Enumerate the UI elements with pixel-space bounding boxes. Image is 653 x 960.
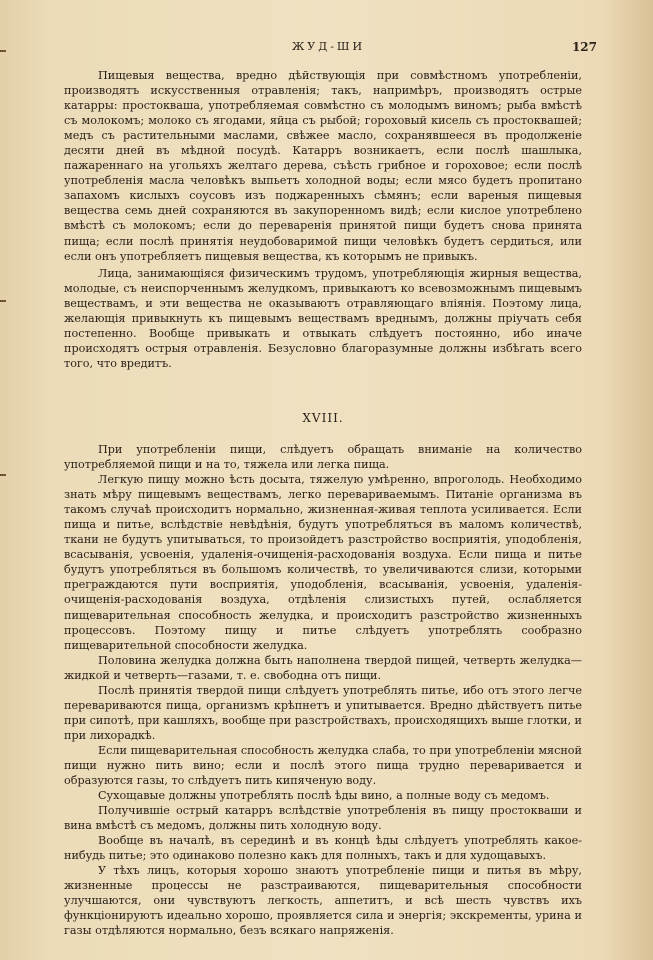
paragraph: Половина желудка должна быть наполнена твердой пищей, четверть желудка—жидкой и четверть—газами, т. е. свободна отъ пищи. xyxy=(64,653,582,682)
body-text xyxy=(64,68,582,939)
running-title: ЖУД-ШИ xyxy=(291,40,366,53)
paragraph: Получившіе острый катарръ вслѣдствіе употребленія въ пищу простокваши и вина вмѣстѣ съ медомъ, должны пить холодную воду. xyxy=(64,804,582,833)
page-number: 127 xyxy=(571,40,597,54)
paragraph: Если пищеварительная способность желудка слаба, то при употребленіи мясной пищи нужно пить вино; если и послѣ этого пища трудно переваривается и образуются газы, то слѣдуетъ пить кипяченую воду. xyxy=(64,743,582,788)
page-header xyxy=(60,40,597,62)
paragraph: Пищевыя вещества, вредно дѣйствующія при совмѣстномъ употребленіи, производятъ искусственныя отравленія; такъ, напримѣръ, производятъ острые катарры: простокваша, употребляемая совмѣстно съ молодымъ виномъ; рыба вмѣстѣ съ молокомъ; молоко съ ягодами, яйца съ рыбой; гороховый кисель съ простоквашей; медъ съ растительными маслами, свѣжее масло, сохранявшееся въ продолженіе десяти дней въ мѣдной посудѣ. Катарръ возникаетъ, если послѣ шашлыка, пажареннаго на угольяхъ желтаго дерева, съѣсть грибное и гороховое; если послѣ употребленія масла человѣкъ выпьетъ холодной воды; если мясо будетъ пропитано запахомъ кислыхъ соусовъ изъ поджаренныхъ сѣмянъ; если вареныя пищевыя вещества семь дней сохраняются въ закупоренномъ видѣ; если кислое употреблено вмѣстѣ съ молокомъ; если до переваренія принятой пищи будетъ снова принята пища; если послѣ принятія неудобоваримой пищи человѣкъ будетъ сердиться, или если онъ употребляетъ пищевыя вещества, къ которымъ не привыкъ. xyxy=(64,69,582,263)
margin-mark xyxy=(0,300,6,302)
paragraph: У тѣхъ лицъ, которыя хорошо знаютъ употребленіе пищи и питья въ мѣру, жизненные процессы не разстраиваются, пищеварительныя способности улучшаются, они чувствуютъ легкость, аппетитъ, и всѣ шесть чувствъ ихъ функціонируютъ идеально хорошо, проявляется сила и энергія; экскременты, урина и газы отдѣляются нормально, безъ всякаго напряженія. xyxy=(64,864,582,938)
paragraph: Вообще въ началѣ, въ серединѣ и въ концѣ ѣды слѣдуетъ употреблять какое-нибудь питье; это одинаково полезно какъ для полныхъ, такъ и для худощавыхъ. xyxy=(64,834,582,863)
paragraph: Лица, занимающіяся физическимъ трудомъ, употребляющія жирныя вещества, молодые, съ неиспорченнымъ желудкомъ, привыкаютъ ко всевозможнымъ пищевымъ веществамъ, и эти вещества не оказываютъ отравляющаго вліянія. Поэтому лица, желающія привыкнуть къ пищевымъ веществамъ вреднымъ, должны пріучать себя постепенно. Вообще привыкать и отвыкать слѣдуетъ постоянно, ибо иначе происходятъ острыя отравленія. Безусловно благоразумные должны избѣгать всего того, что вредитъ. xyxy=(64,266,582,370)
paragraph: Сухощавые должны употреблять послѣ ѣды вино, а полные воду съ медомъ. xyxy=(98,789,550,803)
paragraph: Послѣ принятія твердой пищи слѣдуетъ употреблять питье, ибо отъ этого легче перевариваются пища, организмъ крѣпнетъ и упитывается. Вредно дѣйствуетъ питье при сипотѣ, при кашляхъ, вообще при разстройствахъ, происходящихъ выше глотки, и при лихорадкѣ. xyxy=(64,683,583,742)
section-heading: XVIII. xyxy=(302,410,344,425)
paragraph: При употребленіи пищи, слѣдуетъ обращать вниманіе на количество употребляемой пищи и на то, тяжела или легка пища. xyxy=(64,442,582,472)
paragraph: Легкую пищу можно ѣсть досыта, тяжелую умѣренно, впроголодь. Необходимо знать мѣру пищевымъ веществамъ, легко перевариваемымъ. Питаніе организма въ такомъ случаѣ происходитъ нормально, жизненная-живая теплота усиливается. Если пища и питье, вслѣдствіе невѣдѣнія, будутъ употребляться въ маломъ количествѣ, ткани не будутъ упитываться, то произойдетъ разстройство восприятія, уподобленія, всасыванія, усвоенія, удаленія-очищенія-расходованія воздуха. Если пища и питье будутъ употребляться въ большомъ количествѣ, то увеличиваются слизи, которыми преграждаются пути восприятія, уподобленія, всасыванія, усвоенія, удаленія-очищенія-расходованія воздуха, отдѣленія слизистыхъ путей, ослабляется пищеварительная способность желудка, и происходитъ разстройство жизненныхъ процессовъ. Поэтому пищу и питье слѣдуетъ употреблять сообразно пищеварительной способности желудка. xyxy=(64,473,582,652)
margin-mark xyxy=(0,50,6,52)
margin-mark xyxy=(0,474,6,476)
